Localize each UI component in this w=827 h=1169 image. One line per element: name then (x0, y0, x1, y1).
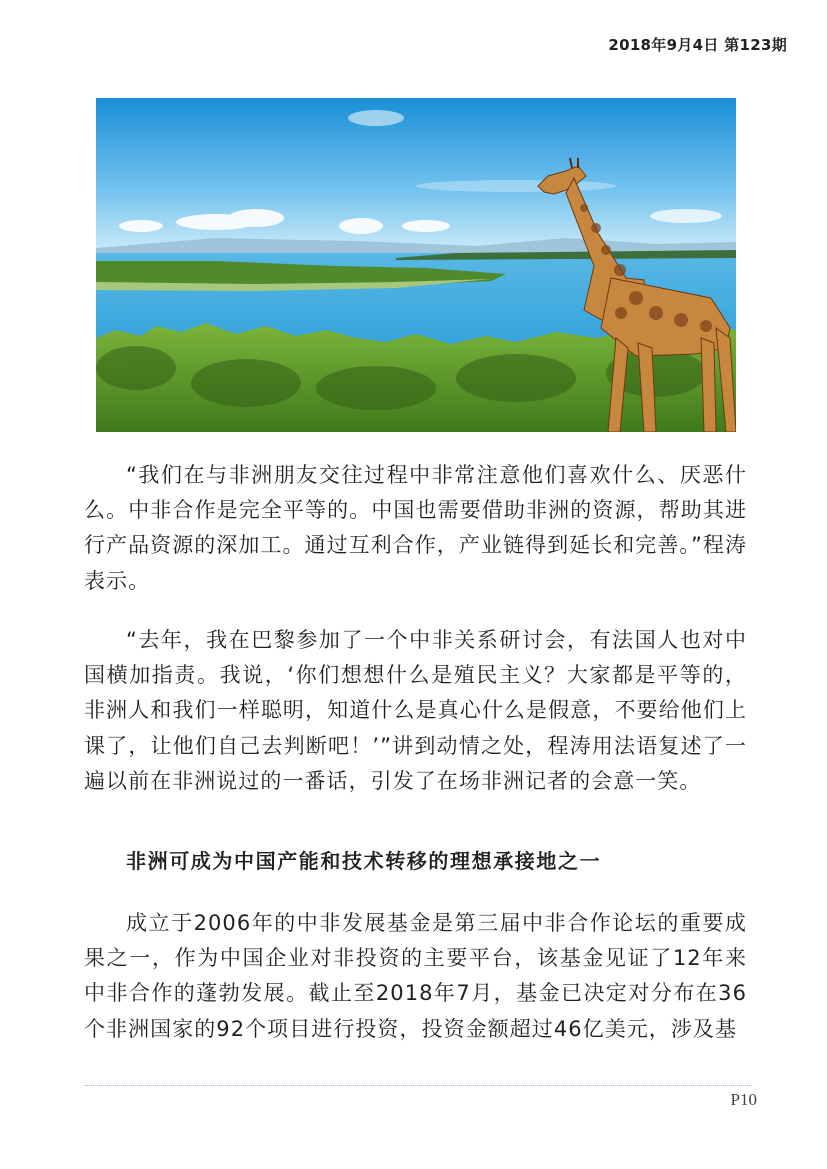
article-paragraph-2 (84, 623, 747, 799)
section-subheading: 非洲可成为中国产能和技术转移的理想承接地之一 (126, 849, 602, 873)
paragraph-text: “我们在与非洲朋友交往过程中非常注意他们喜欢什么、厌恶什么。中非合作是完全平等的。中国也需要借助非洲的资源，帮助其进行产品资源的深加工。通过互利合作，产业链得到延长和完善。”程涛表示。 (84, 463, 747, 593)
sky (96, 98, 736, 258)
article-paragraph-3 (84, 906, 747, 1047)
issue-date: 2018年9月4日 第123期 (608, 36, 787, 54)
article-paragraph-1 (84, 458, 747, 599)
paragraph-text: “去年，我在巴黎参加了一个中非关系研讨会，有法国人也对中国横加指责。我说，‘你们想想什么是殖民主义？大家都是平等的，非洲人和我们一样聪明，知道什么是真心什么是假意，不要给他们上课了，让他们自己去判断吧！’”讲到动情之处，程涛用法语复述了一遍以前在非洲说过的一番话，引发了在场非洲记者的会意一笑。 (84, 628, 747, 793)
footer-divider (84, 1085, 752, 1086)
savanna-giraffe-photo (96, 98, 736, 432)
paragraph-text: 成立于2006年的中非发展基金是第三届中非合作论坛的重要成果之一，作为中国企业对非投资的主要平台，该基金见证了12年来中非合作的蓬勃发展。截止至2018年7月，基金已决定对分布在36个非洲国家的92个项目进行投资，投资金额超过46亿美元，涉及基 (84, 911, 747, 1041)
page-number: P10 (730, 1090, 757, 1109)
